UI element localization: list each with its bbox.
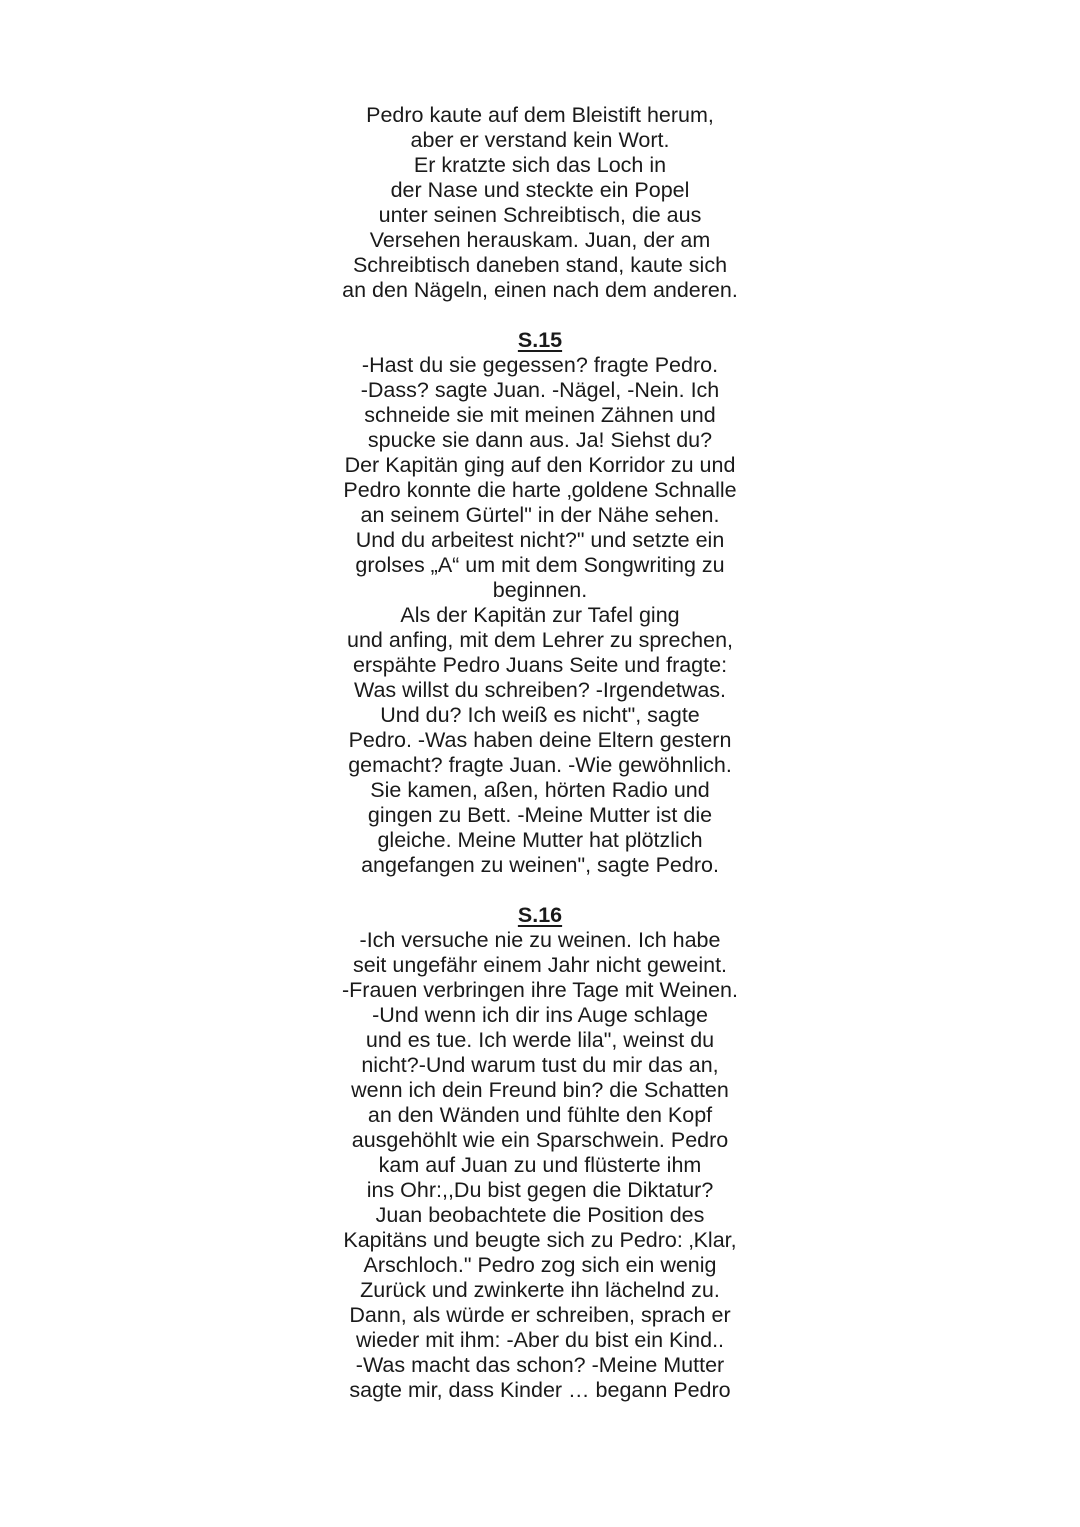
text-line: an seinem Gürtel" in der Nähe sehen. <box>360 503 720 527</box>
text-line: Schreibtisch daneben stand, kaute sich <box>352 253 728 277</box>
text-line: an den Wänden und fühlte den Kopf <box>367 1103 713 1127</box>
text-line: gemacht? fragte Juan. -Wie gewöhnlich. <box>348 753 732 777</box>
text-line: erspähte Pedro Juans Seite und fragte: <box>352 653 728 677</box>
text-line: unter seinen Schreibtisch, die aus <box>378 203 702 227</box>
text-line: Pedro kaute auf dem Bleistift herum, <box>366 103 714 127</box>
text-line: -Ich versuche nie zu weinen. Ich habe <box>359 928 721 952</box>
text-line: sagte mir, dass Kinder … begann Pedro <box>349 1378 731 1402</box>
text-line: Pedro konnte die harte ‚goldene Schnalle <box>343 478 737 502</box>
paragraph-gap <box>290 303 790 328</box>
text-line: Dann, als würde er schreiben, sprach er <box>349 1303 731 1327</box>
text-line: an den Nägeln, einen nach dem anderen. <box>342 278 738 302</box>
text-line: grolses „A“ um mit dem Songwriting zu <box>355 553 725 577</box>
text-line: Sie kamen, aßen, hörten Radio und <box>370 778 710 802</box>
paragraph-gap <box>290 878 790 903</box>
text-column <box>290 103 790 1403</box>
text-line: nicht?-Und warum tust du mir das an, <box>361 1053 719 1077</box>
text-line: Der Kapitän ging auf den Korridor zu und <box>344 453 736 477</box>
text-line: ausgehöhlt wie ein Sparschwein. Pedro <box>351 1128 729 1152</box>
text-line: aber er verstand kein Wort. <box>410 128 670 152</box>
text-line: -Und wenn ich dir ins Auge schlage <box>372 1003 708 1027</box>
text-line: wieder mit ihm: -Aber du bist ein Kind.. <box>355 1328 725 1352</box>
text-line: -Dass? sagte Juan. -Nägel, -Nein. Ich <box>360 378 720 402</box>
text-line: Und du arbeitest nicht?" und setzte ein <box>355 528 725 552</box>
text-line: Was willst du schreiben? -Irgendetwas. <box>353 678 727 702</box>
text-line: ins Ohr:,,Du bist gegen die Diktatur? <box>366 1178 714 1202</box>
page-heading-s15: S.15 <box>517 328 563 352</box>
text-line: -Was macht das schon? -Meine Mutter <box>355 1353 725 1377</box>
text-line: Er kratzte sich das Loch in <box>413 153 667 177</box>
page-heading-s16: S.16 <box>517 903 563 927</box>
text-line: Und du? Ich weiß es nicht", sagte <box>380 703 700 727</box>
text-line: Kapitäns und beugte sich zu Pedro: ‚Klar, <box>343 1228 737 1252</box>
text-line: Pedro. -Was haben deine Eltern gestern <box>348 728 732 752</box>
text-line: Versehen herauskam. Juan, der am <box>369 228 711 252</box>
text-line: Als der Kapitän zur Tafel ging <box>400 603 680 627</box>
text-line: schneide sie mit meinen Zähnen und <box>364 403 716 427</box>
paragraph-block-3 <box>290 928 790 1403</box>
text-line: -Hast du sie gegessen? fragte Pedro. <box>361 353 719 377</box>
text-line: gingen zu Bett. -Meine Mutter ist die <box>367 803 713 827</box>
text-line: gleiche. Meine Mutter hat plötzlich <box>377 828 703 852</box>
text-line: Zurück und zwinkerte ihn lächelnd zu. <box>360 1278 720 1302</box>
text-line: und anfing, mit dem Lehrer zu sprechen, <box>346 628 734 652</box>
paragraph-block-1 <box>290 103 790 303</box>
text-line: -Frauen verbringen ihre Tage mit Weinen. <box>342 978 738 1002</box>
text-line: seit ungefähr einem Jahr nicht geweint. <box>352 953 728 977</box>
text-line: Juan beobachtete die Position des <box>375 1203 705 1227</box>
text-line: und es tue. Ich werde lila", weinst du <box>365 1028 715 1052</box>
paragraph-block-2 <box>290 353 790 878</box>
text-line: der Nase und steckte ein Popel <box>390 178 690 202</box>
text-line: wenn ich dein Freund bin? die Schatten <box>351 1078 729 1102</box>
text-line: kam auf Juan zu und flüsterte ihm <box>378 1153 702 1177</box>
text-line: beginnen. <box>492 578 588 602</box>
text-line: Arschloch." Pedro zog sich ein wenig <box>363 1253 717 1277</box>
text-line: spucke sie dann aus. Ja! Siehst du? <box>367 428 713 452</box>
text-line: angefangen zu weinen", sagte Pedro. <box>361 853 719 877</box>
